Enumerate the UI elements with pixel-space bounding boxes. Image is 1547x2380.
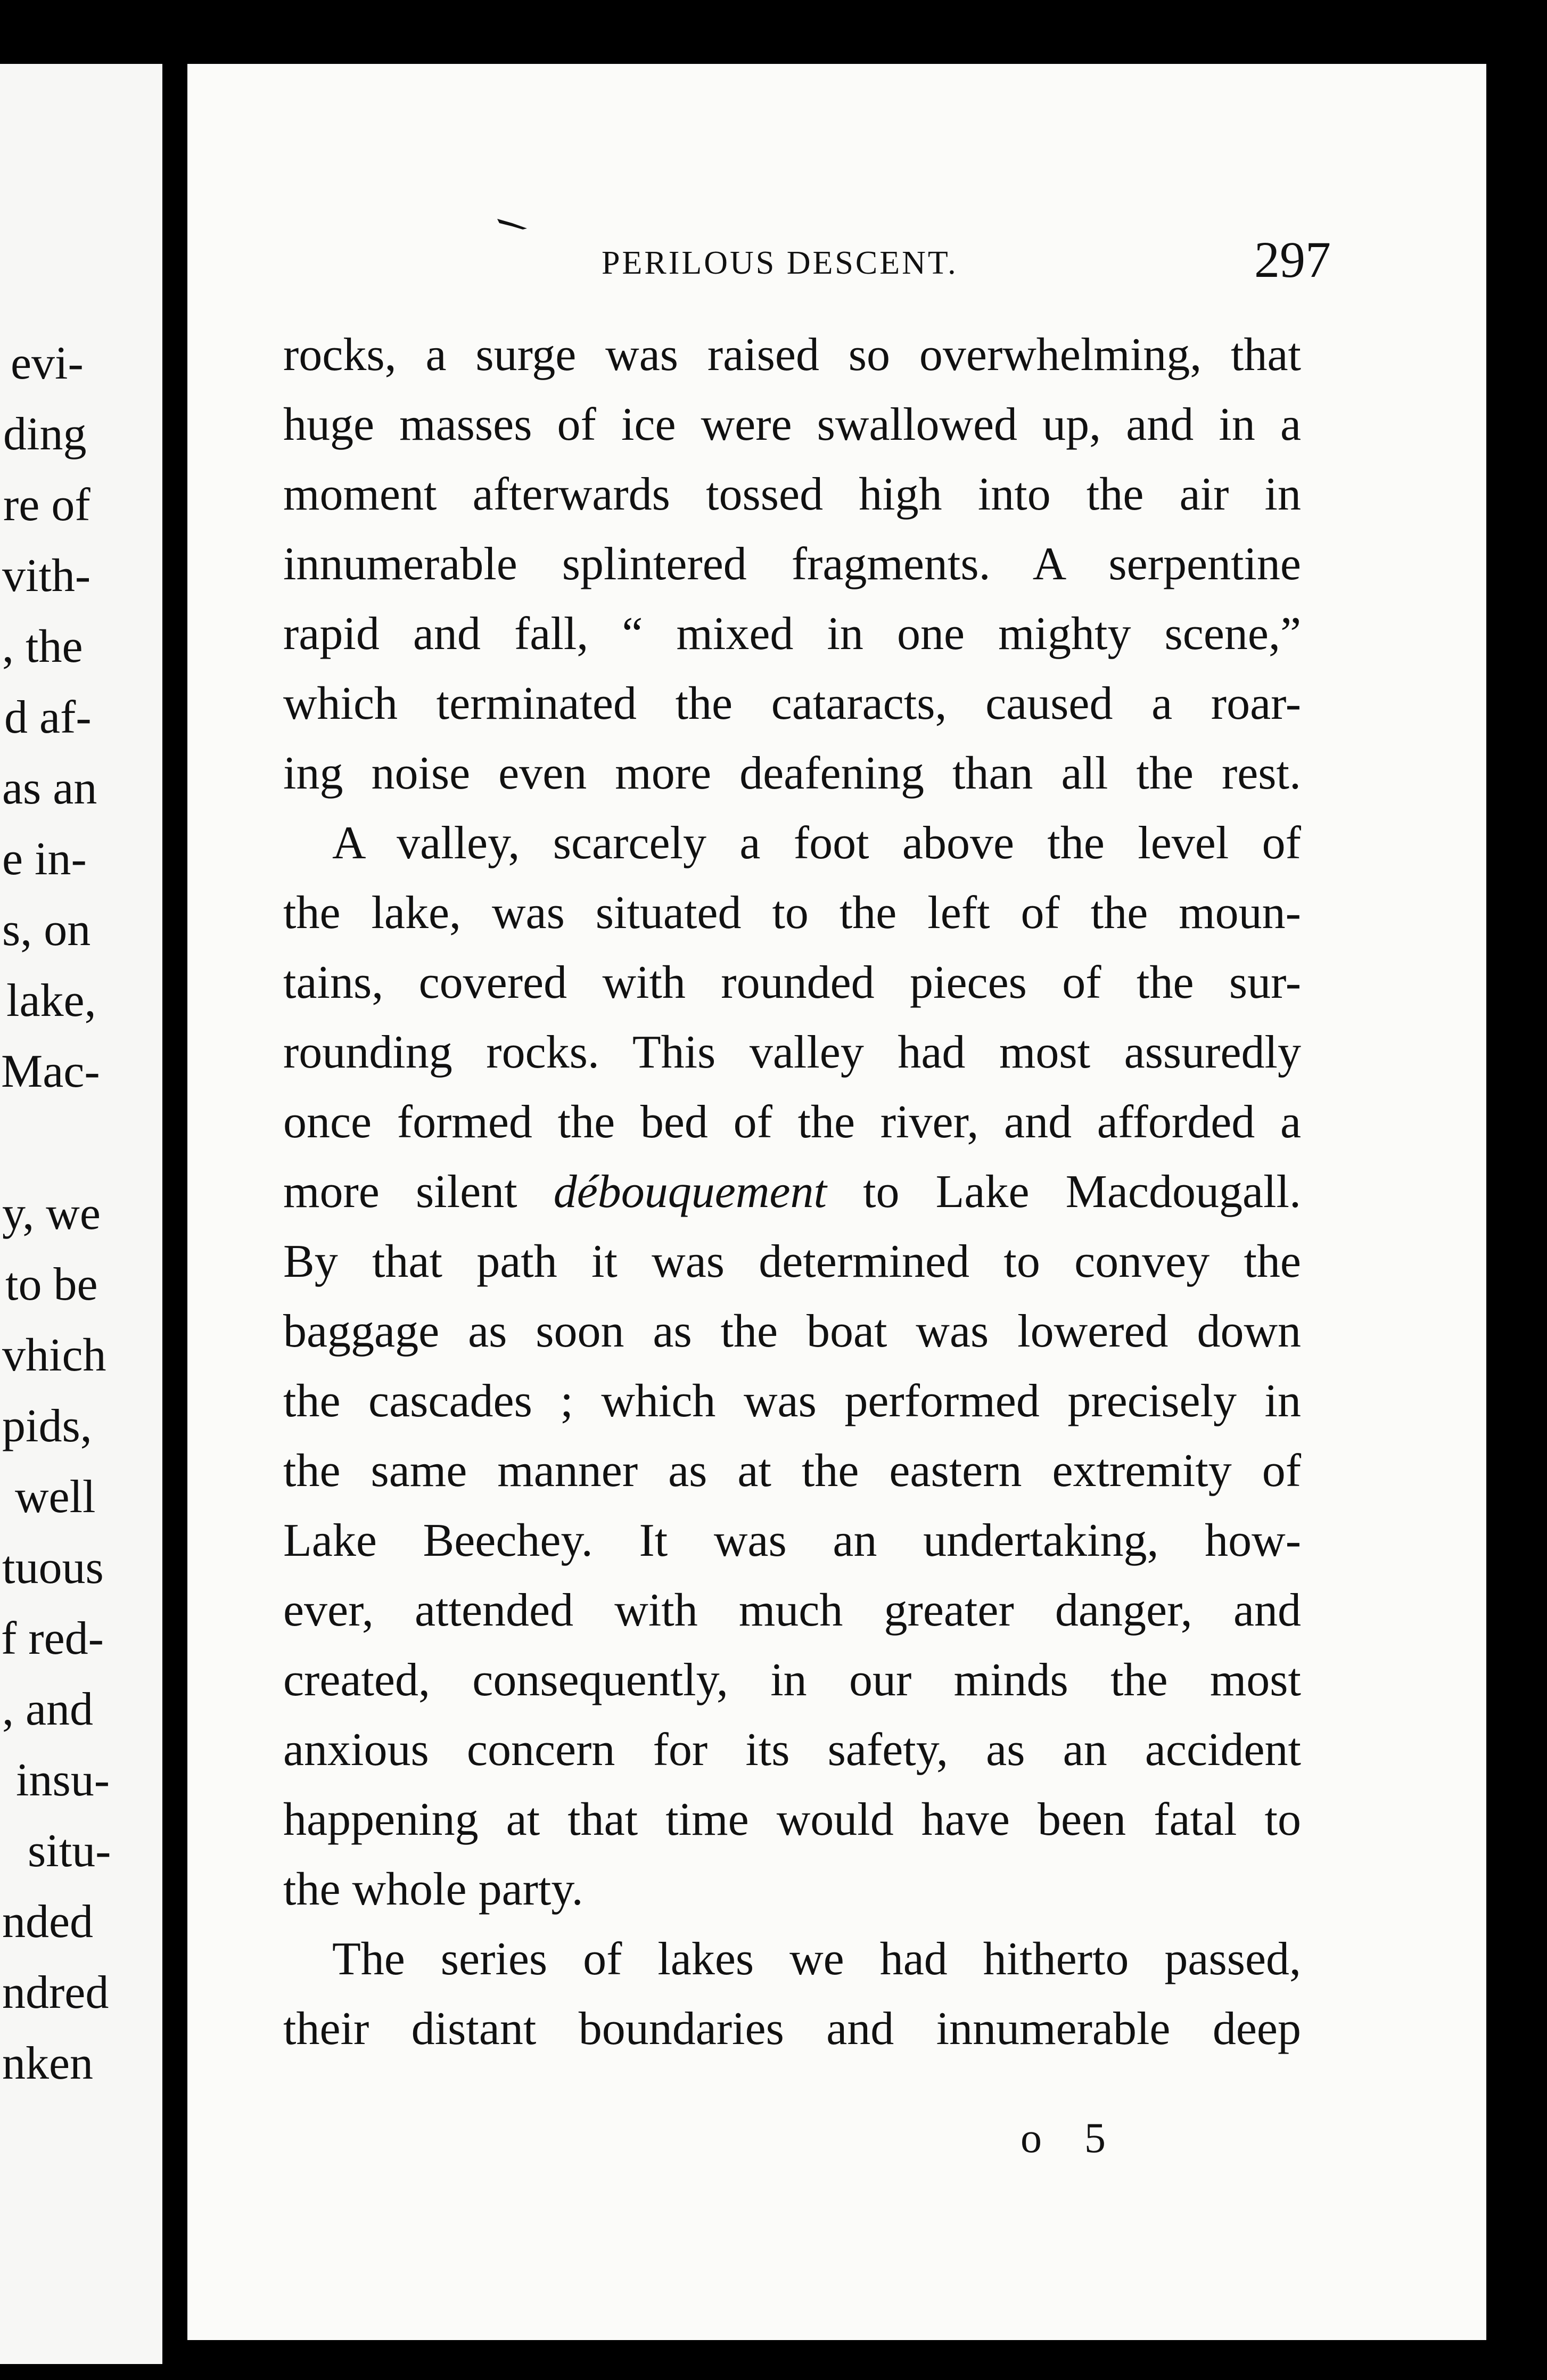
left-page-line: y, we xyxy=(2,1188,101,1240)
left-page-line: ndred xyxy=(2,1967,109,2018)
text-line: their distant boundaries and innumerable deep xyxy=(283,2003,1301,2055)
left-page-line: nded xyxy=(2,1896,94,1948)
text-line: the whole party. xyxy=(283,1864,583,1915)
page-gutter xyxy=(162,64,187,2364)
left-page-line: ding xyxy=(3,408,87,460)
left-page-line: nken xyxy=(2,2038,94,2089)
text-line: more silent débouquement to Lake Macdougall. xyxy=(283,1166,1301,1218)
text-line: the cascades ; which was performed precisely in xyxy=(283,1375,1301,1427)
left-page-line: to be xyxy=(5,1259,98,1310)
text-line: anxious concern for its safety, as an accident xyxy=(283,1724,1301,1776)
text-line: A valley, scarcely a foot above the level of xyxy=(332,817,1301,869)
text-line: happening at that time would have been fatal to xyxy=(283,1794,1301,1845)
text-line: created, consequently, in our minds the most xyxy=(283,1654,1301,1706)
text-line: which terminated the cataracts, caused a roar- xyxy=(283,678,1301,729)
text-line: ing noise even more deafening than all the rest. xyxy=(283,748,1301,799)
text-line: innumerable splintered fragments. A serpentine xyxy=(283,538,1301,590)
left-page-line: d af- xyxy=(4,692,92,743)
running-head-title: PERILOUS DESCENT. xyxy=(602,245,958,281)
left-page-line: insu- xyxy=(16,1754,110,1806)
left-page-line: lake, xyxy=(6,975,96,1027)
text-line: ever, attended with much greater danger, and xyxy=(283,1585,1301,1636)
left-page-line: situ- xyxy=(28,1825,111,1877)
text-line: tains, covered with rounded pieces of the sur- xyxy=(283,957,1301,1008)
left-page-line: f red- xyxy=(1,1613,104,1664)
text-line: Lake Beechey. It was an undertaking, how- xyxy=(283,1515,1301,1566)
left-page-line: re of xyxy=(3,479,90,531)
left-page-line: e in- xyxy=(2,833,87,885)
text-line: huge masses of ice were swallowed up, and in a xyxy=(283,399,1301,450)
left-page-line: vith- xyxy=(2,550,91,602)
left-page-line: evi- xyxy=(11,338,84,389)
left-page-line: tuous xyxy=(2,1542,104,1594)
left-page-line: Mac- xyxy=(1,1046,100,1097)
text-line: rapid and fall, “ mixed in one mighty scene,” xyxy=(283,608,1301,660)
text-line: once formed the bed of the river, and afforded a xyxy=(283,1096,1301,1148)
left-page-line: vhich xyxy=(2,1329,106,1381)
text-line: The series of lakes we had hitherto passed, xyxy=(332,1933,1301,1985)
text-line: baggage as soon as the boat was lowered down xyxy=(283,1306,1301,1357)
previous-page-fragment xyxy=(0,64,162,2364)
left-page-line: s, on xyxy=(2,904,91,956)
left-page-line: , and xyxy=(2,1684,94,1735)
left-page-line: as an xyxy=(2,762,97,814)
signature-mark: o 5 xyxy=(1021,2115,1122,2162)
text-line: rocks, a surge was raised so overwhelming, that xyxy=(283,329,1301,381)
text-line: the same manner as at the eastern extremity of xyxy=(283,1445,1301,1497)
text-line: By that path it was determined to convey the xyxy=(283,1236,1301,1287)
text-line: the lake, was situated to the left of the moun- xyxy=(283,887,1301,939)
printer-ornament-icon xyxy=(496,216,528,231)
page-number: 297 xyxy=(1254,231,1331,288)
text-line: moment afterwards tossed high into the air in xyxy=(283,469,1301,520)
left-page-line: pids, xyxy=(2,1400,92,1452)
left-page-line: , the xyxy=(2,621,83,672)
book-page xyxy=(187,64,1486,2340)
left-page-line: well xyxy=(15,1471,96,1523)
text-line: rounding rocks. This valley had most assuredly xyxy=(283,1027,1301,1078)
